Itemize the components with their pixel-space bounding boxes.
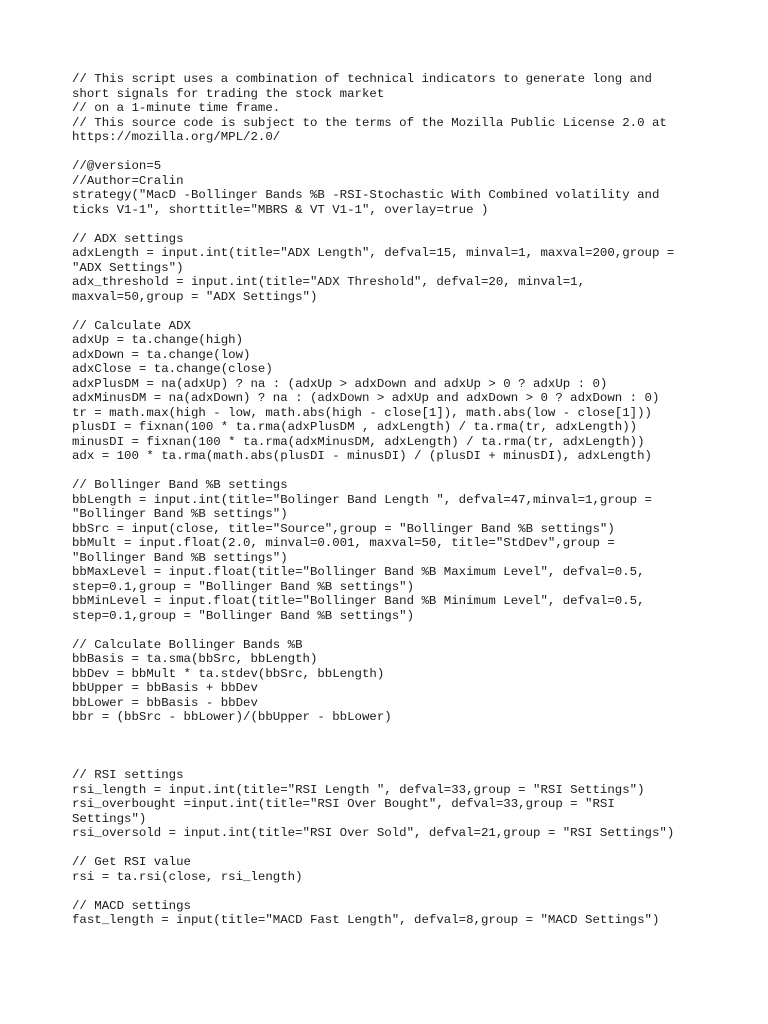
code-line xyxy=(72,464,712,479)
code-line: bbr = (bbSrc - bbLower)/(bbUpper - bbLower) xyxy=(72,710,392,724)
code-line xyxy=(72,304,712,319)
code-line: adxClose = ta.change(close) xyxy=(72,362,273,376)
code-line: adxMinusDM = na(adxDown) ? na : (adxDown > adxUp and adxDown > 0 ? adxDown : 0) xyxy=(72,391,660,405)
code-line: // Calculate Bollinger Bands %B xyxy=(72,637,303,652)
code-line: adx_threshold = input.int(title="ADX Threshold", defval=20, minval=1, xyxy=(72,275,586,289)
code-line: bbSrc = input(close, title="Source",group = "Bollinger Band %B settings") xyxy=(72,521,615,536)
code-line xyxy=(72,754,712,769)
code-line: step=0.1,group = "Bollinger Band %B settings") xyxy=(72,579,415,594)
code-line: maxval=50,group = "ADX Settings") xyxy=(72,289,318,304)
code-line xyxy=(72,884,712,899)
code-line: //Author=Cralin xyxy=(72,173,184,188)
code-line: short signals for trading the stock market xyxy=(72,86,385,101)
code-line: strategy("MacD -Bollinger Bands %B -RSI-Stochastic With Combined volatility and xyxy=(72,188,660,202)
code-line: rsi_oversold = input.int(title="RSI Over Sold", defval=21,group = "RSI Settings") xyxy=(72,826,675,840)
code-line: tr = math.max(high - low, math.abs(high - close[1]), math.abs(low - close[1])) xyxy=(72,405,652,420)
code-line: "Bollinger Band %B settings") xyxy=(72,507,288,521)
code-line: rsi_length = input.int(title="RSI Length ", defval=33,group = "RSI Settings") xyxy=(72,782,645,797)
code-line xyxy=(72,725,712,740)
code-line: fast_length = input(title="MACD Fast Length", defval=8,group = "MACD Settings") xyxy=(72,913,660,927)
code-line: //@version=5 xyxy=(72,159,162,173)
code-line: rsi = ta.rsi(close, rsi_length) xyxy=(72,869,303,884)
code-line xyxy=(72,841,712,856)
code-line: // RSI settings xyxy=(72,768,184,782)
code-line: Settings") xyxy=(72,811,147,826)
code-line: adx = 100 * ta.rma(math.abs(plusDI - minusDI) / (plusDI + minusDI), adxLength) xyxy=(72,449,652,463)
code-line: bbMaxLevel = input.float(title="Bollinger Band %B Maximum Level", defval=0.5, xyxy=(72,565,645,579)
code-line: bbMult = input.float(2.0, minval=0.001, maxval=50, title="StdDev",group = xyxy=(72,536,615,550)
code-line: bbBasis = ta.sma(bbSrc, bbLength) xyxy=(72,652,318,666)
code-line: // on a 1-minute time frame. xyxy=(72,101,281,115)
code-line: ticks V1-1", shorttitle="MBRS & VT V1-1", overlay=true ) xyxy=(72,202,489,217)
code-line xyxy=(72,217,712,232)
code-line: "Bollinger Band %B settings") xyxy=(72,550,288,565)
code-line xyxy=(72,145,712,160)
code-line: bbUpper = bbBasis + bbDev xyxy=(72,681,258,695)
code-line: plusDI = fixnan(100 * ta.rma(adxPlusDM , adxLength) / ta.rma(tr, adxLength)) xyxy=(72,420,638,434)
code-line: // Calculate ADX xyxy=(72,318,191,333)
code-line: adxDown = ta.change(low) xyxy=(72,347,251,362)
code-line: adxLength = input.int(title="ADX Length", defval=15, minval=1, maxval=200,group = xyxy=(72,246,675,260)
code-line: "ADX Settings") xyxy=(72,260,184,275)
code-line: // This script uses a combination of technical indicators to generate long and xyxy=(72,72,652,86)
code-line xyxy=(72,739,712,754)
code-line xyxy=(72,623,712,638)
code-line: // MACD settings xyxy=(72,898,191,913)
code-line: adxUp = ta.change(high) xyxy=(72,333,244,347)
code-line: bbDev = bbMult * ta.stdev(bbSrc, bbLength) xyxy=(72,666,385,681)
code-line: minusDI = fixnan(100 * ta.rma(adxMinusDM, adxLength) / ta.rma(tr, adxLength)) xyxy=(72,434,645,449)
code-line: rsi_overbought =input.int(title="RSI Over Bought", defval=33,group = "RSI xyxy=(72,797,615,811)
code-line: bbLower = bbBasis - bbDev xyxy=(72,695,258,710)
code-line: step=0.1,group = "Bollinger Band %B settings") xyxy=(72,608,415,623)
code-line: // Get RSI value xyxy=(72,855,191,869)
code-line: // ADX settings xyxy=(72,231,184,246)
code-line: https://mozilla.org/MPL/2.0/ xyxy=(72,130,281,144)
code-line: // This source code is subject to the terms of the Mozilla Public License 2.0 at xyxy=(72,115,667,130)
code-line: adxPlusDM = na(adxUp) ? na : (adxUp > adxDown and adxUp > 0 ? adxUp : 0) xyxy=(72,376,608,391)
code-block xyxy=(72,72,712,928)
code-line: // Bollinger Band %B settings xyxy=(72,478,288,492)
code-line: bbMinLevel = input.float(title="Bollinger Band %B Minimum Level", defval=0.5, xyxy=(72,594,645,608)
code-line: bbLength = input.int(title="Bolinger Band Length ", defval=47,minval=1,group = xyxy=(72,492,652,507)
